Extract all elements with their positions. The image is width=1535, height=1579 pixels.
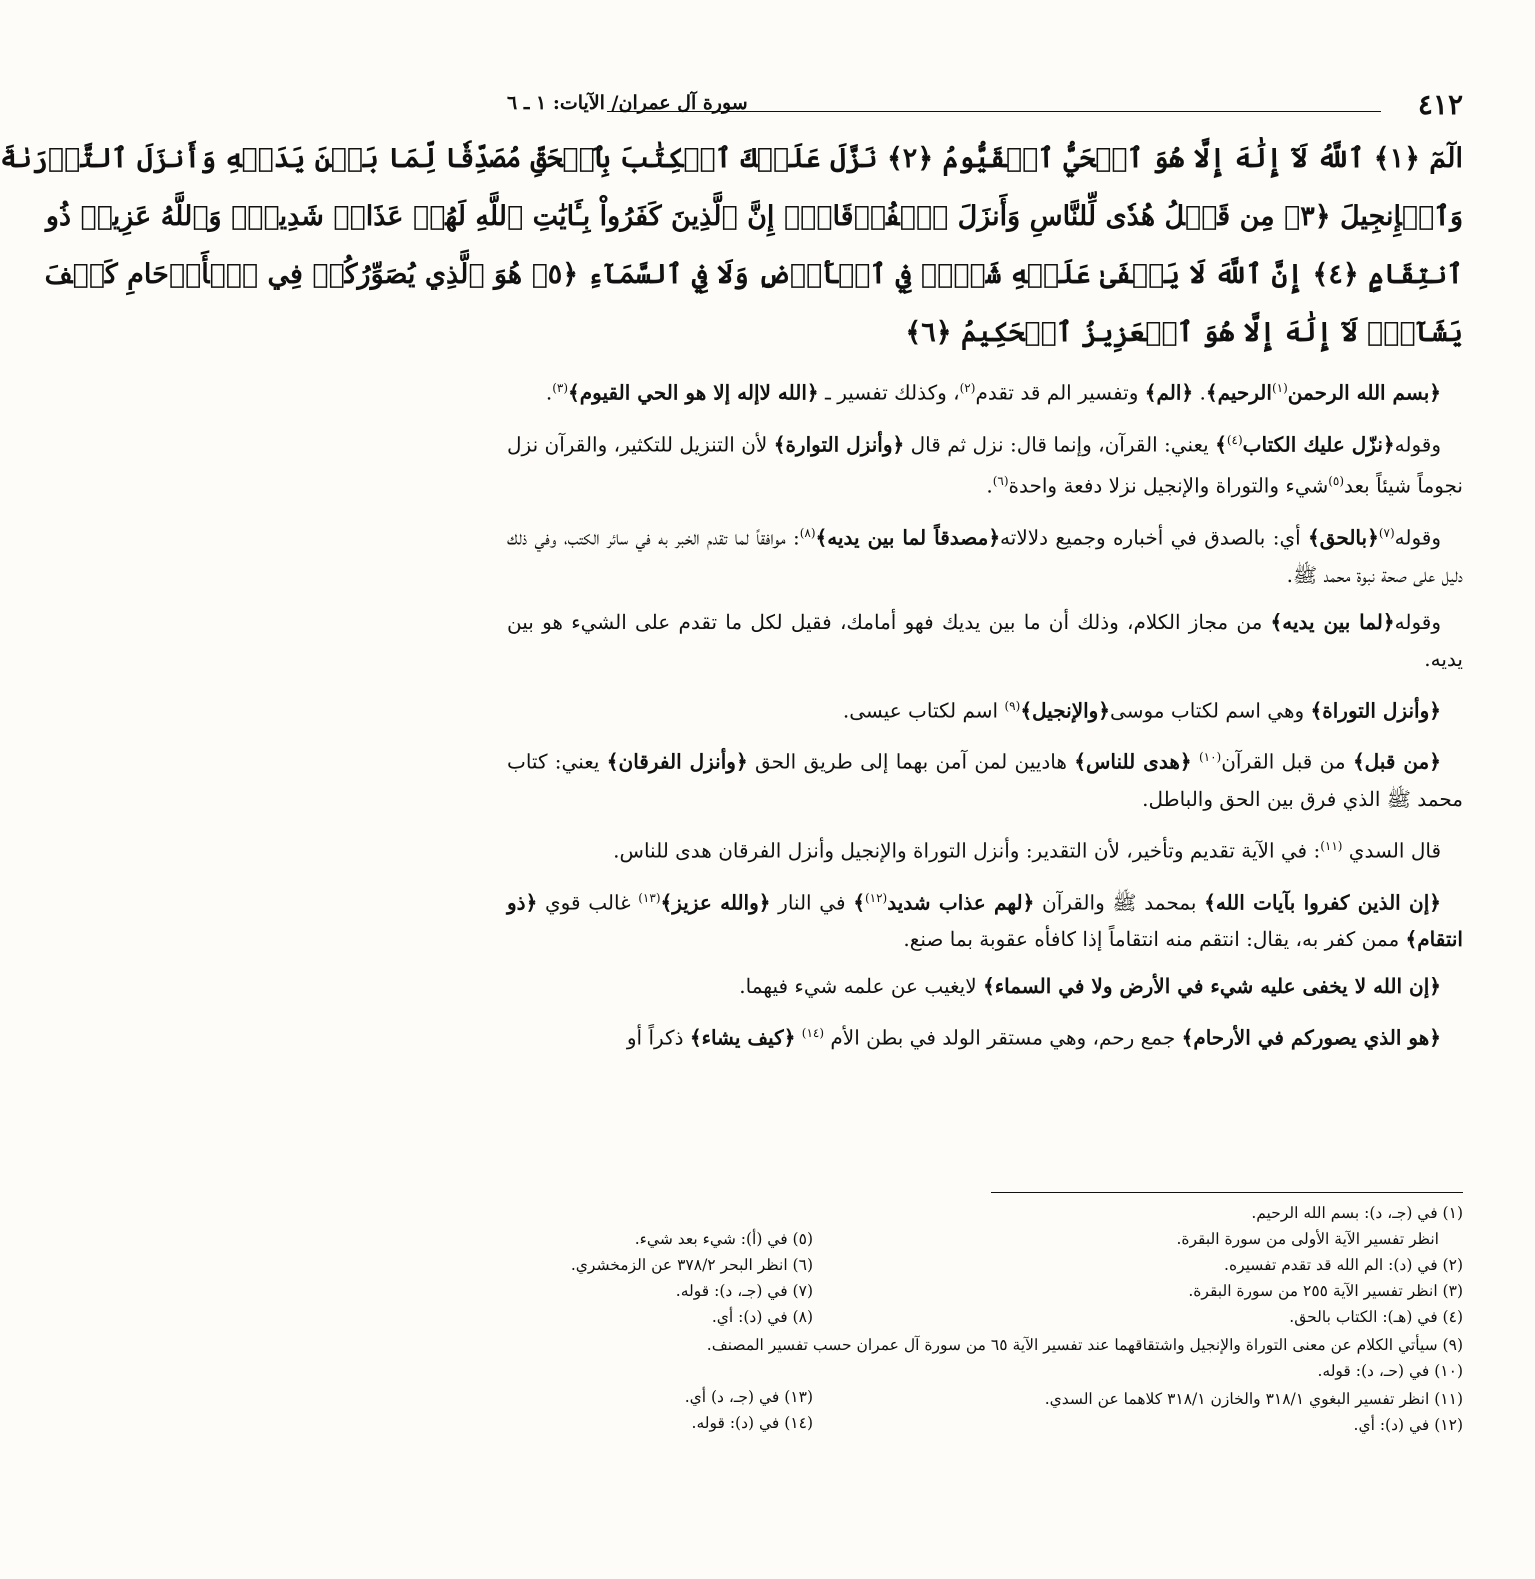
quoted-verse-text: ﴿بسم الله الرحمن xyxy=(1287,380,1441,405)
quoted-verse-text: ﴿هدى للناس﴾ xyxy=(1074,749,1192,774)
quoted-verse-text: ﴿ذو انتقام﴾ xyxy=(507,890,1463,952)
footnote-marker: (٧) xyxy=(1378,525,1395,540)
footnote: (٤) في (هـ): الكتاب بالحق. xyxy=(1289,1308,1463,1326)
quoted-verse-text: ﴿مصدقاً لما بين يديه﴾ xyxy=(815,525,1001,550)
commentary-run: وقوله xyxy=(1394,432,1441,457)
commentary-paragraph xyxy=(507,1015,1463,1057)
commentary-run: في النار xyxy=(770,890,854,915)
commentary-run: جمع رحم، وهي مستقر الولد في بطن الأم xyxy=(824,1025,1182,1050)
commentary-run: ، وكذلك تفسير ـ xyxy=(818,380,960,405)
commentary-run: هاديين لمن آمن بهما إلى طريق الحق xyxy=(747,749,1075,774)
footnote: (١٣) في (جـ، د) أي. xyxy=(684,1388,813,1406)
quoted-verse-text: ﴿من قبل﴾ xyxy=(1352,749,1441,774)
commentary-run: لأن التنزيل للتكثير، والقرآن نزل نجوماً شيئاً بعد xyxy=(507,432,1463,498)
commentary-run: . xyxy=(986,473,993,498)
commentary-paragraph xyxy=(507,968,1463,1005)
footnote-marker: (١٢) xyxy=(864,890,888,905)
footnote: (٢) في (د): الم الله قد تقدم تفسيره. xyxy=(1224,1256,1463,1274)
footnote-marker: (٣) xyxy=(552,381,569,395)
footnote-marker: (١٣) xyxy=(638,890,661,905)
commentary-paragraph xyxy=(507,739,1463,818)
page-header xyxy=(507,88,1463,122)
quoted-verse-text: ﴾ xyxy=(1215,432,1227,457)
verse-line: الٓمٓ ﴿١﴾ ٱللَّهُ لَآ إِلَٰهَ إِلَّا هُوَ ٱلۡحَيُّ ٱلۡقَيُّومُ ﴿٢﴾ نَزَّلَ عَلَيۡكَ ٱلۡكِتَٰبَ بِٱلۡحَقِّ مُصَدِّقٗا لِّمَا بَيۡنَ يَدَيۡهِ وَأَنزَلَ ٱلتَّوۡرَىٰةَ xyxy=(0,143,1463,174)
commentary-run: اسم لكتاب عيسى. xyxy=(842,698,1005,723)
commentary-run: قال السدي xyxy=(1342,838,1441,863)
quoted-verse-text: ﴿وأنزل التوراة﴾ xyxy=(1310,698,1441,723)
commentary-run: بمحمد ﷺ والقرآن xyxy=(1034,890,1205,915)
footnote: (١٢) في (د): أي. xyxy=(1353,1416,1463,1434)
footnote-marker: (١) xyxy=(1271,381,1288,395)
footnote-marker: (٤) xyxy=(1226,432,1243,447)
commentary-paragraph xyxy=(507,688,1463,730)
quoted-verse-text: ﴿لهم عذاب شديد xyxy=(887,890,1035,915)
commentary-run: ممن كفر به، يقال: انتقم منه انتقاماً إذا كافأه عقوبة بما صنع. xyxy=(903,927,1406,952)
footnote: (٨) في (د): أي. xyxy=(711,1308,813,1326)
footnote-separator xyxy=(991,1192,1463,1193)
commentary-run: وقوله xyxy=(1394,525,1442,550)
footnote: (٣) انظر تفسير الآية ٢٥٥ من سورة البقرة. xyxy=(1188,1282,1463,1300)
footnote-marker: (٨) xyxy=(799,525,816,540)
footnote: (٦) انظر البحر ٣٧٨/٢ عن الزمخشري. xyxy=(570,1256,813,1274)
verse-line: يَشَآءُۚ لَآ إِلَٰهَ إِلَّا هُوَ ٱلۡعَزِيزُ ٱلۡحَكِيمُ ﴿٦﴾ xyxy=(905,317,1463,348)
quoted-verse-text: ﴿لما بين يديه﴾ xyxy=(1270,609,1395,634)
commentary-run: : موافقاً لما تقدم الخبر به في سائر الكتب، وفي ذلك دليل على صحة نبوة محمد ﷺ. xyxy=(507,525,1463,587)
quoted-verse-text: ﴿نزّل عليك الكتاب xyxy=(1242,432,1395,457)
footnotes xyxy=(507,1200,1463,1510)
commentary-paragraph xyxy=(507,828,1463,870)
commentary-run: . xyxy=(1193,380,1206,405)
commentary-run: شيء والتوراة والإنجيل نزلا دفعة واحدة xyxy=(1008,473,1329,498)
footnote-marker: (٥) xyxy=(1328,474,1345,489)
quoted-verse-text: ﴿والله عزيز﴾ xyxy=(660,890,771,915)
running-head: سورة آل عمران/ الآيات: ١ ـ ٦ xyxy=(507,92,748,114)
commentary-run: من قبل القرآن xyxy=(1221,749,1353,774)
quoted-verse-text: ﴿إن الذين كفروا بآيات الله﴾ xyxy=(1204,890,1441,915)
quran-verses-block xyxy=(0,130,1463,362)
quoted-verse-text: ﴿وأنزل الفرقان﴾ xyxy=(606,749,748,774)
footnote: (١٤) في (د): قوله. xyxy=(691,1414,813,1432)
quoted-verse-text: ﴿الله لاإله إلا هو الحي القيوم﴾ xyxy=(568,380,819,405)
footnote: (٥) في (أ): شيء بعد شيء. xyxy=(634,1230,813,1248)
quoted-verse-text: ﴿بالحق﴾ xyxy=(1308,525,1379,550)
commentary-run: وقوله xyxy=(1394,609,1441,634)
footnote: (٩) سيأتي الكلام عن معنى التوراة والإنجيل واشتقاقهما عند تفسير الآية ٦٥ من سورة آل عمران حسب تفسير المصنف. xyxy=(706,1336,1463,1354)
quoted-verse-text: الرحيم﴾ xyxy=(1205,380,1272,405)
page-number: ٤١٢ xyxy=(1417,88,1463,121)
quoted-verse-text: ﴿والإنجيل﴾ xyxy=(1020,698,1111,723)
footnote-marker: (٦) xyxy=(992,474,1009,489)
quoted-verse-text: ﴿كيف يشاء﴾ xyxy=(689,1025,796,1050)
quoted-verse-text: ﴿وأنزل التوارة﴾ xyxy=(773,432,905,457)
footnote-marker: (١١) xyxy=(1320,838,1343,853)
commentary-paragraph xyxy=(507,515,1463,594)
footnote: (١٠) في (حـ، د): قوله. xyxy=(1317,1362,1463,1380)
footnote: انظر تفسير الآية الأولى من سورة البقرة. xyxy=(1176,1230,1439,1248)
commentary-run: ذكراً أو xyxy=(626,1025,690,1050)
footnote-marker: (١٠) xyxy=(1198,750,1222,765)
commentary-run: يعني: كتاب محمد ﷺ الذي فرق بين الحق والباطل. xyxy=(507,749,1463,811)
quoted-verse-text: ﴿الم﴾ xyxy=(1144,380,1194,405)
commentary-paragraph xyxy=(507,604,1463,678)
commentary-run: وتفسير الم قد تقدم xyxy=(975,380,1145,405)
quoted-verse-text: ﴿هو الذي يصوركم في الأرحام﴾ xyxy=(1181,1025,1441,1050)
footnote-marker: (٢) xyxy=(959,381,976,395)
commentary-paragraph xyxy=(507,422,1463,505)
footnote-marker: (٩) xyxy=(1004,698,1021,713)
commentary-run: . xyxy=(545,380,553,405)
footnote-marker: (١٤) xyxy=(801,1026,825,1041)
commentary-run xyxy=(1192,750,1199,774)
commentary-run: وهي اسم لكتاب موسى xyxy=(1110,698,1311,723)
footnote: (٧) في (جـ، د): قوله. xyxy=(675,1282,813,1300)
verse-line: وَٱلۡإِنجِيلَ ﴿٣﴾ مِن قَبۡلُ هُدٗى لِّلنَّاسِ وَأَنزَلَ ٱلۡفُرۡقَانَۗ إِنَّ ٱلَّذِينَ كَفَرُواْ بِـَٔايَٰتِ ٱللَّهِ لَهُمۡ عَذَابٞ شَدِيدٞۗ وَٱللَّهُ عَزِيزٞ ذُو xyxy=(45,201,1463,232)
commentary-run: لايغيب عن علمه شيء فيهما. xyxy=(739,974,983,999)
quoted-verse-text: ﴿إن الله لا يخفى عليه شيء في الأرض ولا في السماء﴾ xyxy=(983,974,1441,999)
commentary-run: أي: بالصدق في أخباره وجميع دلالاته xyxy=(1000,525,1309,550)
commentary-run: غالب قوي xyxy=(537,890,639,915)
commentary-text xyxy=(507,370,1463,1067)
verse-line: ٱنتِقَامٍ ﴿٤﴾ إِنَّ ٱللَّهَ لَا يَخۡفَىٰ عَلَيۡهِ شَيۡءٞ فِي ٱلۡأَرۡضِ وَلَا فِي ٱلسَّمَآءِ ﴿٥﴾ هُوَ ٱلَّذِي يُصَوِّرُكُمۡ فِي ٱلۡأَرۡحَامِ كَيۡفَ xyxy=(44,259,1463,290)
footnote: (١) في (جـ، د): بسم الله الرحيم. xyxy=(1251,1204,1463,1222)
footnote: (١١) انظر تفسير البغوي ٣١٨/١ والخازن ٣١٨/١ كلاهما عن السدي. xyxy=(1044,1390,1463,1408)
quoted-verse-text: ﴾ xyxy=(853,890,865,915)
commentary-run: : في الآية تقديم وتأخير، لأن التقدير: وأنزل التوراة والإنجيل وأنزل الفرقان هدى للناس. xyxy=(613,838,1321,863)
commentary-paragraph xyxy=(507,370,1463,412)
commentary-paragraph xyxy=(507,880,1463,959)
commentary-run: يعني: القرآن، وإنما قال: نزل ثم قال xyxy=(904,432,1216,457)
commentary-run: من مجاز الكلام، وذلك أن ما بين يديك فهو أمامك، فقيل لكل ما تقدم على الشيء هو بين يديه. xyxy=(507,609,1463,671)
